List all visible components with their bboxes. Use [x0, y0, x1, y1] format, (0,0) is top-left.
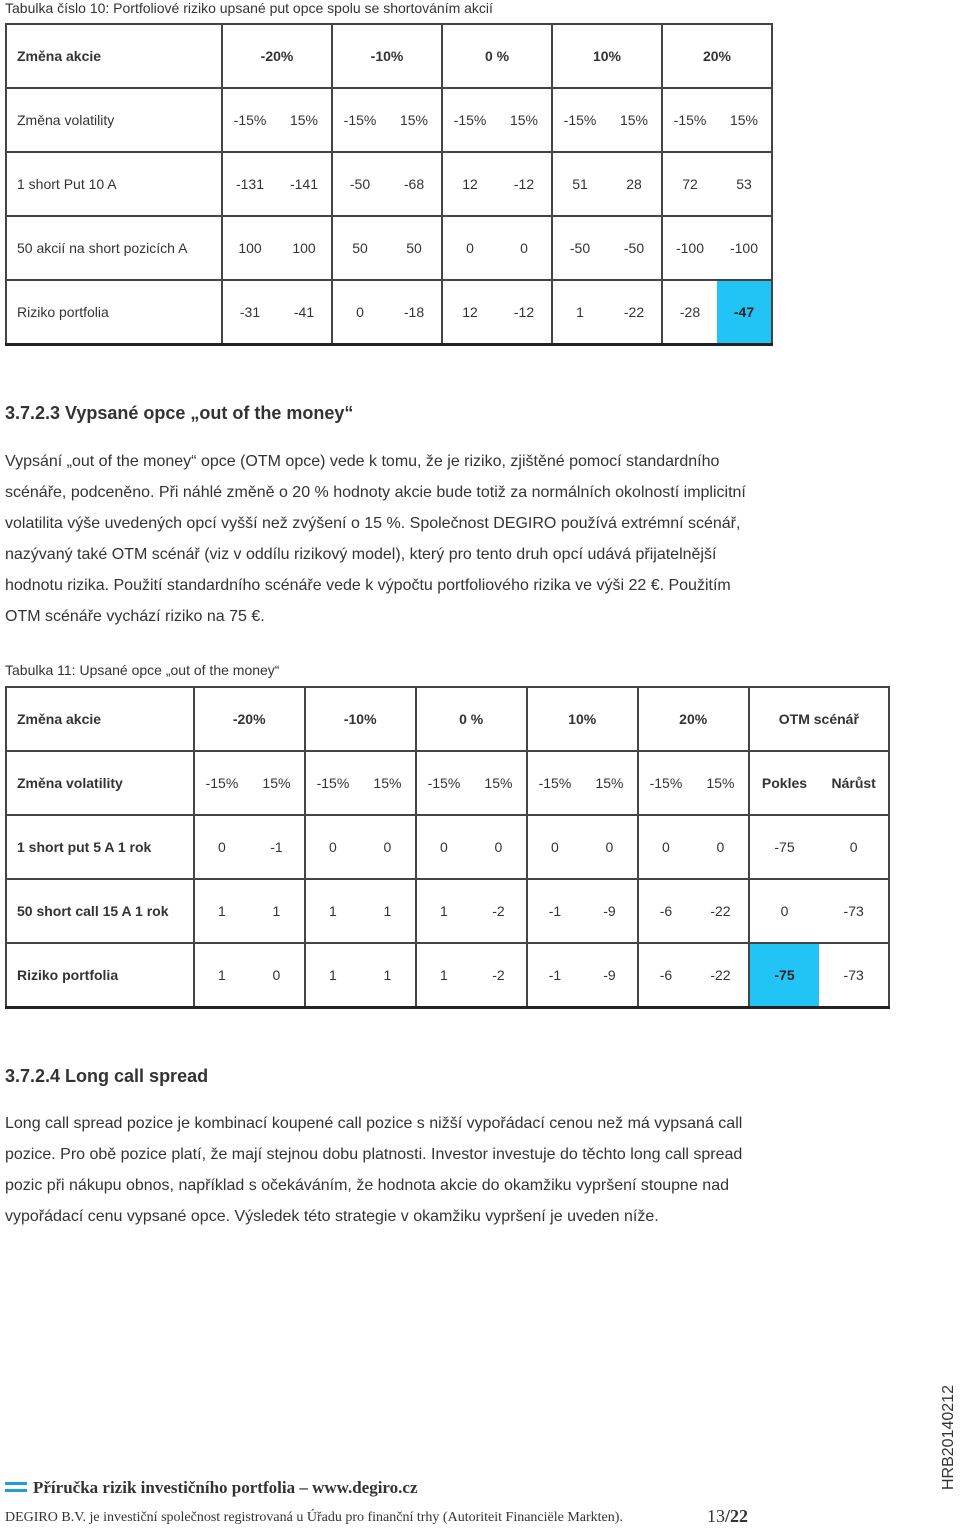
document-code: HRB20140212 [940, 1385, 957, 1490]
stock-change-col: 20% [638, 687, 749, 751]
stock-change-col: -10% [332, 24, 442, 88]
table-cell: 0 [527, 815, 583, 879]
table-cell: -15% [552, 88, 607, 152]
table-cell: 15% [387, 88, 442, 152]
table-cell: -15% [305, 751, 361, 815]
table-cell: 100 [277, 216, 332, 280]
section-paragraph: Long call spread pozice je kombinací koupené call pozice s nižší vypořádací cenou než má vypsaná call pozice. Pro obě pozice platí, že mají stejnou dobu platnosti. Investor investuje do těchto long call spread pozic při nákupu obnos, například s očekáváním, že hodnota akcie do okamžiku vypršení stoupne nad vypořádací cenu vypsané opce. Výsledek této strategie v okamžiku vypršení je uveden níže. [5, 1115, 743, 1225]
table-cell: 1 [416, 943, 472, 1007]
table-cell: -22 [693, 879, 749, 943]
row-label: Změna akcie [6, 24, 222, 88]
table-cell: -12 [497, 152, 552, 216]
table-cell: -31 [222, 280, 277, 344]
table10-caption: Tabulka číslo 10: Portfoliové riziko upsané put opce spolu se shortováním akcií [5, 0, 493, 16]
table-cell: 15% [497, 88, 552, 152]
table-cell: 1 [249, 879, 305, 943]
table-row [6, 216, 772, 280]
stock-change-col: 20% [662, 24, 772, 88]
table-cell: Nárůst [819, 751, 889, 815]
table-cell: -22 [693, 943, 749, 1007]
table-cell: 1 [416, 879, 472, 943]
table-row [6, 879, 889, 943]
stock-change-col: 0 % [442, 24, 552, 88]
footer-note: DEGIRO B.V. je investiční společnost registrovaná u Úřadu pro finanční trhy (Autoriteit Financiële Markten). [5, 1510, 623, 1525]
section-paragraph: Vypsání „out of the money“ opce (OTM opce) vede k tomu, že je riziko, zjištěné pomocí standardního scénáře, podceněno. Při náhlé změně o 20 % hodnoty akcie bude totiž za normálních okolností implicitní volatilita výše uvedených opcí vyšší než zvýšení o 15 %. Společnost DEGIRO používá extrémní scénář, nazývaný také OTM scénář (viz v oddílu rizikový model), který pro tento druh opcí udává přijatelnější hodnotu rizika. Použití standardního scénáře vede k výpočtu portfoliového rizika ve výši 22 €. Použitím OTM scénáře vychází riziko na 75 €. [5, 453, 746, 625]
stock-change-col: 10% [552, 24, 662, 88]
table-cell: 1 [305, 879, 361, 943]
table10-header-row [6, 24, 772, 88]
table-cell: 0 [305, 815, 361, 879]
table-cell: 15% [471, 751, 527, 815]
table-cell: 15% [277, 88, 332, 152]
table-cell: 0 [471, 815, 527, 879]
otm-scenario-col: OTM scénář [749, 687, 889, 751]
table-cell: -73 [819, 879, 889, 943]
stock-change-col: -10% [305, 687, 416, 751]
stock-change-col: -20% [222, 24, 332, 88]
stock-change-col: 0 % [416, 687, 527, 751]
row-label: 1 short Put 10 A [6, 152, 222, 216]
table-row [6, 943, 889, 1007]
table-cell: -50 [332, 152, 387, 216]
table-cell: 0 [582, 815, 638, 879]
table-cell: -28 [662, 280, 717, 344]
stock-change-col: 10% [527, 687, 638, 751]
row-label: 50 akcií na short pozicích A [6, 216, 222, 280]
table-cell: -9 [582, 879, 638, 943]
row-label: Riziko portfolia [6, 280, 222, 344]
table-cell: -12 [497, 280, 552, 344]
table-cell: -18 [387, 280, 442, 344]
table-cell: -75 [749, 815, 820, 879]
table-cell: 0 [638, 815, 694, 879]
table-cell: 53 [717, 152, 772, 216]
table-cell: 15% [607, 88, 662, 152]
row-label: Riziko portfolia [6, 943, 194, 1007]
footer-title: Příručka rizik investičního portfolia – www.degiro.cz [33, 1478, 418, 1497]
table-cell: Pokles [749, 751, 820, 815]
section-heading: 3.7.2.4 Long call spread [5, 1066, 209, 1086]
table-cell: -15% [527, 751, 583, 815]
row-label: Změna volatility [6, 751, 194, 815]
table-cell: 15% [582, 751, 638, 815]
table-cell: 0 [332, 280, 387, 344]
table11-volatility-row [6, 751, 889, 815]
table-cell: 50 [332, 216, 387, 280]
table-cell: -15% [416, 751, 472, 815]
row-label: Změna volatility [6, 88, 222, 152]
table-cell: 15% [717, 88, 772, 152]
table-cell: -2 [471, 879, 527, 943]
table-cell: -1 [249, 815, 305, 879]
table-cell: -15% [442, 88, 497, 152]
table-cell: 0 [819, 815, 889, 879]
page-current: 13 [707, 1506, 725, 1526]
page-total: /22 [725, 1506, 749, 1526]
table-cell: -6 [638, 943, 694, 1007]
table-cell: 1 [360, 879, 416, 943]
table11 [5, 686, 890, 1009]
table-cell: -41 [277, 280, 332, 344]
table-cell: 1 [194, 879, 250, 943]
table-cell: 51 [552, 152, 607, 216]
table-cell: 15% [693, 751, 749, 815]
row-label: Změna akcie [6, 687, 194, 751]
table-cell: 1 [360, 943, 416, 1007]
table-cell: -15% [194, 751, 250, 815]
highlighted-cell: -75 [749, 943, 820, 1007]
equals-icon [5, 1480, 27, 1494]
table-cell: 12 [442, 152, 497, 216]
table-cell: 0 [693, 815, 749, 879]
table-cell: 0 [360, 815, 416, 879]
table-cell: -141 [277, 152, 332, 216]
table-cell: -100 [717, 216, 772, 280]
table-cell: 15% [360, 751, 416, 815]
row-label: 50 short call 15 A 1 rok [6, 879, 194, 943]
table-cell: 1 [305, 943, 361, 1007]
table-cell: -100 [662, 216, 717, 280]
table-cell: 0 [497, 216, 552, 280]
table-row [6, 280, 772, 344]
table-cell: -15% [638, 751, 694, 815]
table-cell: 72 [662, 152, 717, 216]
stock-change-col: -20% [194, 687, 305, 751]
table-cell: 0 [749, 879, 820, 943]
table-cell: 0 [416, 815, 472, 879]
table-row [6, 152, 772, 216]
table11-caption: Tabulka 11: Upsané opce „out of the money“ [5, 662, 280, 678]
table-cell: 12 [442, 280, 497, 344]
table-row [6, 815, 889, 879]
table-cell: -9 [582, 943, 638, 1007]
table-cell: -15% [332, 88, 387, 152]
table10-volatility-row [6, 88, 772, 152]
table-cell: -15% [222, 88, 277, 152]
table-cell: 0 [194, 815, 250, 879]
table-cell: -50 [607, 216, 662, 280]
table-cell: -1 [527, 943, 583, 1007]
table-cell: -15% [662, 88, 717, 152]
row-label: 1 short put 5 A 1 rok [6, 815, 194, 879]
table-cell: 15% [249, 751, 305, 815]
table-cell: -2 [471, 943, 527, 1007]
table-cell: -6 [638, 879, 694, 943]
highlighted-cell: -47 [717, 280, 772, 344]
table-cell: 1 [194, 943, 250, 1007]
table-cell: 28 [607, 152, 662, 216]
table-cell: 0 [442, 216, 497, 280]
table11-header-row [6, 687, 889, 751]
table-cell: 0 [249, 943, 305, 1007]
table-cell: -50 [552, 216, 607, 280]
section-heading: 3.7.2.3 Vypsané opce „out of the money“ [5, 403, 354, 423]
page-number [707, 1506, 748, 1527]
table-cell: -1 [527, 879, 583, 943]
table-cell: -22 [607, 280, 662, 344]
table-cell: -131 [222, 152, 277, 216]
table10 [5, 23, 773, 346]
table-cell: -73 [819, 943, 889, 1007]
table-cell: 1 [552, 280, 607, 344]
table-cell: -68 [387, 152, 442, 216]
table-cell: 100 [222, 216, 277, 280]
table-cell: 50 [387, 216, 442, 280]
